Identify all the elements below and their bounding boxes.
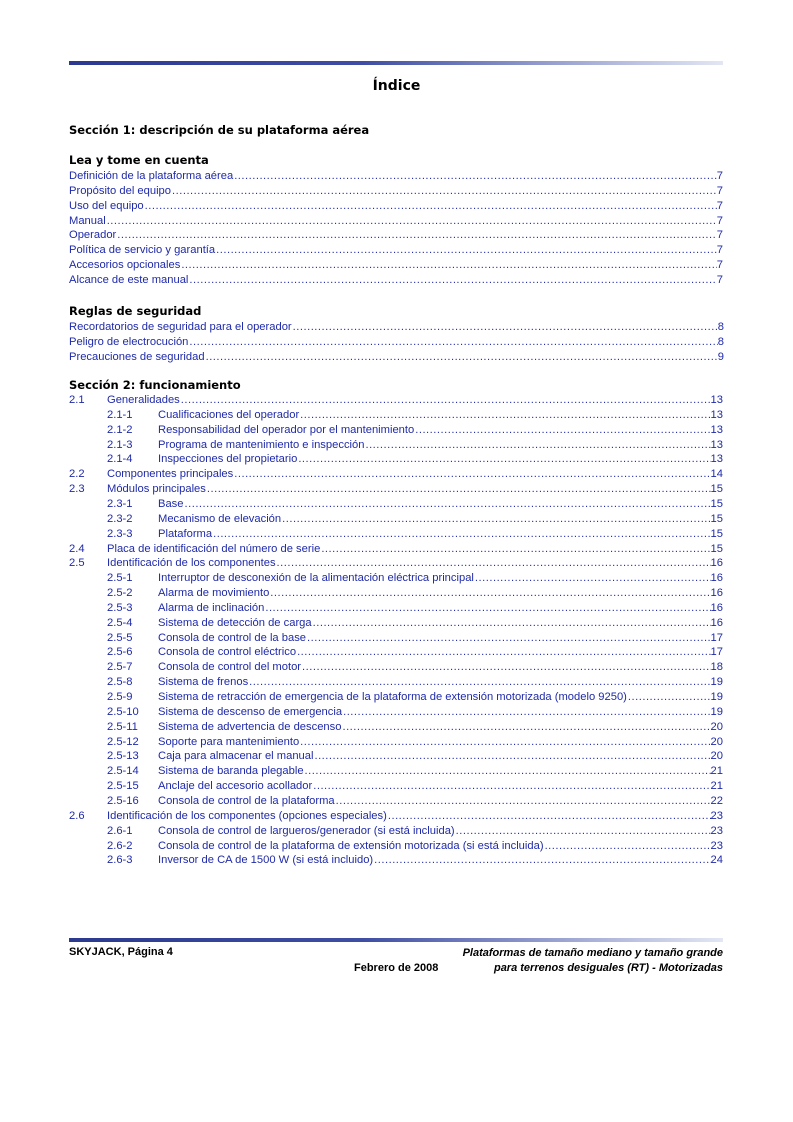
toc-entry-page: 17	[710, 631, 723, 644]
toc-entry-number: 2.5-12	[107, 735, 139, 748]
toc-dot-leader	[312, 617, 711, 630]
toc-entry-title: Precauciones de seguridad	[69, 350, 205, 363]
toc-entry-page: 18	[710, 661, 723, 674]
toc-dot-leader	[474, 572, 711, 585]
toc-entry-page: 21	[710, 765, 723, 778]
toc-entry[interactable]	[69, 319, 724, 334]
toc-entry-title: Política de servicio y garantía	[69, 244, 216, 257]
toc-entry-title: Responsabilidad del operador por el mantenimiento	[158, 423, 415, 436]
toc-entry[interactable]	[158, 778, 723, 793]
toc-entry-number: 2.5-7	[107, 661, 133, 674]
toc-entry-page: 13	[710, 423, 723, 436]
toc-entry-number: 2.1-1	[107, 408, 133, 421]
toc-entry-page: 7	[716, 214, 723, 227]
toc-entry-number: 2.5-11	[107, 720, 138, 733]
toc-entry-title: Placa de identificación del número de serie	[107, 542, 321, 555]
toc-entry-page: 24	[710, 854, 723, 867]
toc-entry-title: Sistema de descenso de emergencia	[158, 705, 343, 718]
toc-entry[interactable]	[69, 334, 724, 349]
toc-entry-page: 14	[710, 468, 723, 481]
toc-entry-page: 7	[716, 229, 723, 242]
toc-entry[interactable]	[158, 704, 723, 719]
lea-heading: Lea y tome en cuenta	[69, 153, 209, 167]
toc-dot-leader	[171, 185, 717, 198]
toc-dot-leader	[206, 483, 711, 496]
toc-entry-page: 19	[710, 691, 723, 703]
toc-entry[interactable]	[69, 213, 723, 228]
toc-entry[interactable]	[69, 242, 723, 257]
toc-entry-title: Consola de control de la base	[158, 631, 307, 644]
toc-dot-leader	[627, 691, 711, 704]
toc-entry-page: 16	[710, 572, 723, 585]
toc-dot-leader	[313, 750, 710, 763]
toc-entry-number: 2.5-16	[107, 794, 139, 807]
toc-entry-page: 7	[716, 259, 723, 272]
toc-dot-leader	[306, 632, 711, 645]
toc-entry[interactable]	[158, 451, 723, 466]
toc-dot-leader	[276, 557, 711, 570]
toc-dot-leader	[281, 513, 710, 526]
toc-dot-leader	[233, 170, 717, 183]
toc-dot-leader	[364, 439, 710, 452]
toc-entry[interactable]	[158, 644, 723, 659]
toc-entry[interactable]	[158, 823, 723, 838]
toc-entry-page: 19	[710, 705, 723, 718]
toc-dot-leader	[144, 200, 717, 213]
toc-entry-page: 15	[710, 527, 723, 540]
toc-entry[interactable]	[158, 407, 723, 422]
toc-entry[interactable]	[69, 272, 723, 287]
toc-entry-page: 22	[710, 794, 723, 807]
toc-entry[interactable]	[158, 734, 723, 749]
toc-entry-number: 2.5	[69, 557, 85, 570]
toc-entry[interactable]	[158, 838, 723, 853]
toc-entry[interactable]	[69, 198, 723, 213]
toc-entry-title: Consola de control eléctrico	[158, 646, 297, 659]
toc-entry-page: 16	[710, 587, 723, 600]
toc-entry-number: 2.3-2	[107, 512, 133, 525]
toc-entry-title: Sistema de detección de carga	[158, 616, 312, 629]
toc-entry-number: 2.5-14	[107, 765, 139, 778]
toc-entry-page: 20	[710, 750, 723, 763]
toc-entry-page: 15	[710, 512, 723, 525]
toc-entry-number: 2.5-13	[107, 750, 139, 763]
section2-heading: Sección 2: funcionamiento	[69, 378, 241, 392]
toc-entry-title: Identificación de los componentes (opciones especiales)	[107, 809, 387, 822]
toc-entry-number: 2.1-2	[107, 423, 133, 436]
toc-dot-leader	[320, 543, 710, 556]
toc-entry[interactable]	[158, 615, 723, 630]
page-title: Índice	[372, 78, 421, 94]
toc-entry-page: 15	[710, 497, 723, 510]
toc-entry-title: Identificación de los componentes	[107, 557, 276, 570]
toc-dot-leader	[312, 780, 710, 793]
toc-entry-title: Operador	[69, 229, 117, 242]
toc-dot-leader	[335, 795, 711, 808]
toc-entry-title: Anclaje del accesorio acollador	[158, 780, 313, 793]
toc-dot-leader	[297, 453, 710, 466]
toc-entry-title: Sistema de baranda plegable	[158, 765, 304, 778]
toc-entry-page: 13	[710, 438, 723, 451]
toc-entry-page: 7	[716, 170, 723, 182]
toc-entry[interactable]	[158, 496, 723, 511]
toc-entry-page: 16	[710, 601, 723, 614]
toc-dot-leader	[264, 602, 710, 615]
toc-dot-leader	[106, 215, 717, 228]
toc-entry-number: 2.5-8	[107, 676, 133, 689]
toc-entry-number: 2.6-2	[107, 839, 133, 852]
toc-entry-title: Accesorios opcionales	[69, 259, 181, 272]
toc-entry-page: 19	[710, 676, 723, 689]
footer-title-line1: Plataformas de tamaño mediano y tamaño grande	[462, 947, 723, 959]
bottom-rule	[69, 938, 723, 942]
footer-title-line2: para terrenos desiguales (RT) - Motorizadas	[493, 962, 723, 974]
toc-entry[interactable]	[158, 674, 723, 689]
toc-dot-leader	[269, 587, 710, 600]
toc-entry-title: Consola de control de la plataforma	[158, 794, 335, 807]
toc-entry-page: 23	[710, 824, 723, 837]
toc-entry[interactable]	[107, 481, 723, 496]
toc-entry[interactable]	[158, 422, 723, 437]
toc-entry-page: 16	[710, 557, 723, 570]
toc-dot-leader	[188, 336, 717, 349]
toc-dot-leader	[116, 229, 717, 242]
toc-entry-title: Consola de control del motor	[158, 661, 302, 674]
toc-dot-leader	[299, 736, 710, 749]
toc-entry-title: Programa de mantenimiento e inspección	[158, 438, 365, 451]
toc-entry[interactable]	[107, 555, 723, 570]
toc-dot-leader	[233, 468, 710, 481]
section1-heading: Sección 1: descripción de su plataforma aérea	[69, 123, 370, 137]
toc-entry-title: Caja para almacenar el manual	[158, 750, 314, 763]
toc-entry-page: 15	[710, 542, 723, 555]
toc-entry[interactable]	[107, 392, 723, 407]
toc-entry-title: Plataforma	[158, 527, 213, 540]
toc-entry-number: 2.3-3	[107, 527, 133, 540]
toc-entry-number: 2.6-3	[107, 854, 133, 867]
toc-dot-leader	[373, 854, 710, 867]
toc-entry[interactable]	[158, 600, 723, 615]
toc-entry-page: 13	[710, 408, 723, 421]
toc-dot-leader	[414, 424, 710, 437]
toc-entry-number: 2.6	[69, 809, 85, 822]
toc-entry-page: 20	[710, 720, 723, 733]
toc-entry-title: Sistema de advertencia de descenso	[158, 720, 342, 733]
toc-entry[interactable]	[158, 659, 723, 674]
toc-entry-title: Alarma de movimiento	[158, 587, 270, 600]
toc-dot-leader	[248, 676, 710, 689]
toc-entry[interactable]	[158, 437, 723, 452]
toc-entry-page: 13	[710, 394, 723, 406]
toc-entry-title: Base	[158, 497, 184, 510]
toc-entry-number: 2.3	[69, 483, 85, 496]
toc-entry-page: 7	[716, 184, 723, 197]
toc-entry[interactable]	[69, 183, 723, 198]
toc-entry[interactable]	[158, 630, 723, 645]
toc-entry[interactable]	[107, 466, 723, 481]
toc-entry-title: Consola de control de la plataforma de extensión motorizada (si está incluida)	[158, 839, 544, 852]
toc-entry-title: Recordatorios de seguridad para el operador	[69, 321, 292, 333]
footer-brand-page: SKYJACK, Página 4	[69, 946, 173, 958]
toc-entry-page: 8	[717, 335, 724, 348]
toc-entry-page: 13	[710, 453, 723, 466]
toc-entry-title: Consola de control de largueros/generador (si está incluida)	[158, 824, 455, 837]
toc-entry-title: Alarma de inclinación	[158, 601, 265, 614]
toc-dot-leader	[387, 810, 711, 823]
toc-entry[interactable]	[107, 808, 723, 823]
toc-entry-title: Manual	[69, 214, 106, 227]
toc-entry[interactable]	[158, 526, 723, 541]
toc-entry-page: 7	[716, 273, 723, 286]
top-rule	[69, 61, 723, 65]
toc-entry-number: 2.1-4	[107, 453, 133, 466]
toc-entry-title: Componentes principales	[107, 468, 234, 481]
footer-publication-title	[463, 946, 723, 976]
toc-dot-leader	[299, 409, 710, 422]
toc-entry-page: 23	[710, 839, 723, 852]
toc-entry-title: Generalidades	[107, 394, 180, 406]
toc-entry-title: Inversor de CA de 1500 W (si está incluido)	[158, 854, 374, 867]
toc-entry-number: 2.1	[69, 394, 85, 406]
toc-dot-leader	[455, 825, 711, 838]
toc-dot-leader	[301, 661, 711, 674]
toc-entry-number: 2.1-3	[107, 438, 133, 451]
toc-dot-leader	[304, 765, 711, 778]
toc-dot-leader	[180, 394, 711, 407]
toc-entry[interactable]	[158, 719, 723, 734]
toc-entry-title: Cualificaciones del operador	[158, 408, 300, 421]
toc-entry[interactable]	[69, 349, 724, 364]
toc-entry-page: 17	[710, 646, 723, 659]
toc-entry-page: 7	[716, 199, 723, 212]
toc-entry-number: 2.5-15	[107, 780, 139, 793]
toc-entry-title: Propósito del equipo	[69, 184, 172, 197]
toc-dot-leader	[212, 528, 710, 541]
toc-entry-page: 23	[710, 809, 723, 822]
toc-entry-page: 8	[717, 321, 724, 333]
toc-entry[interactable]	[158, 511, 723, 526]
toc-dot-leader	[292, 321, 718, 334]
toc-entry-title: Alcance de este manual	[69, 273, 189, 286]
toc-dot-leader	[184, 498, 711, 511]
toc-entry-page: 16	[710, 616, 723, 629]
toc-entry[interactable]	[69, 227, 723, 242]
toc-entry[interactable]	[158, 793, 723, 808]
toc-entry-number: 2.5-1	[107, 572, 133, 585]
toc-entry-page: 21	[710, 780, 723, 793]
toc-entry[interactable]	[158, 570, 723, 585]
reglas-heading: Reglas de seguridad	[69, 304, 202, 318]
toc-entry[interactable]	[158, 852, 723, 867]
toc-dot-leader	[341, 721, 710, 734]
toc-entry-number: 2.5-5	[107, 631, 133, 644]
toc-entry-title: Peligro de electrocución	[69, 335, 189, 348]
toc-entry[interactable]	[158, 585, 723, 600]
toc-entry-number: 2.6-1	[107, 824, 133, 837]
toc-entry-title: Inspecciones del propietario	[158, 453, 298, 466]
toc-entry-title: Sistema de frenos	[158, 676, 249, 689]
toc-entry-title: Uso del equipo	[69, 199, 144, 212]
footer-date: Febrero de 2008	[354, 962, 439, 974]
toc-entry-title: Soporte para mantenimiento	[158, 735, 300, 748]
toc-entry-number: 2.4	[69, 542, 85, 555]
toc-entry[interactable]	[158, 689, 723, 704]
toc-dot-leader	[544, 840, 711, 853]
toc-entry[interactable]	[158, 763, 723, 778]
toc-entry-number: 2.5-6	[107, 646, 133, 659]
toc-entry-title: Definición de la plataforma aérea	[69, 170, 234, 182]
toc-entry[interactable]	[107, 541, 723, 556]
toc-entry[interactable]	[69, 168, 723, 183]
toc-entry-number: 2.5-9	[107, 691, 133, 703]
toc-entry-number: 2.5-10	[107, 705, 139, 718]
toc-entry[interactable]	[69, 257, 723, 272]
toc-dot-leader	[188, 274, 716, 287]
toc-entry-number: 2.2	[69, 468, 85, 481]
toc-dot-leader	[205, 351, 718, 364]
toc-dot-leader	[180, 259, 716, 272]
toc-entry-page: 15	[710, 483, 723, 496]
toc-entry-page: 20	[710, 735, 723, 748]
toc-entry-title: Mecanismo de elevación	[158, 512, 282, 525]
toc-entry-number: 2.5-4	[107, 616, 133, 629]
toc-entry-title: Módulos principales	[107, 483, 206, 496]
toc-entry-page: 7	[716, 244, 723, 257]
toc-entry-number: 2.5-3	[107, 601, 133, 614]
toc-dot-leader	[342, 706, 710, 719]
toc-entry-title: Sistema de retracción de emergencia de la plataforma de extensión motorizada (modelo 9250)	[158, 691, 627, 703]
toc-dot-leader	[296, 646, 710, 659]
toc-entry-number: 2.5-2	[107, 587, 133, 600]
toc-entry-number: 2.3-1	[107, 497, 133, 510]
toc-entry[interactable]	[158, 748, 723, 763]
toc-entry-page: 9	[717, 350, 724, 363]
toc-dot-leader	[215, 244, 717, 257]
toc-entry-title: Interruptor de desconexión de la alimentación eléctrica principal	[158, 572, 474, 585]
